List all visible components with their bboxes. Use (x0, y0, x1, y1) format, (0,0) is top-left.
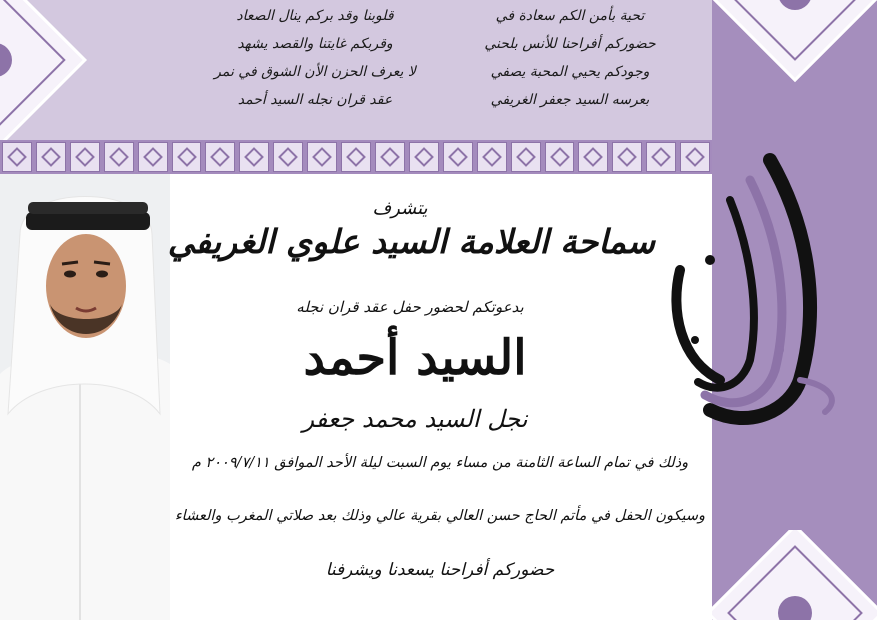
poem-line: بعرسه السيد جعفر الغريفي (490, 92, 650, 108)
pattern-tile (511, 142, 541, 172)
pattern-tile (443, 142, 473, 172)
poem-line: حضوركم أفراحنا للأنس بلحني (484, 36, 656, 52)
host-name: سماحة العلامة السيد علوي الغريفي (167, 222, 655, 261)
corner-ornament-top-left (0, 0, 87, 152)
pattern-tile (273, 142, 303, 172)
pattern-tile (104, 142, 134, 172)
event-details-line: وسيكون الحفل في مأتم الحاج حسن العالي بقرية عالي وذلك بعد صلاتي المغرب والعشاء (174, 508, 705, 524)
pattern-tile (307, 142, 337, 172)
calligraphy-emblem (650, 150, 850, 440)
poem-left-column (210, 8, 420, 108)
poem-line: لا يعرف الحزن الأن الشوق في نمر (214, 64, 416, 80)
corner-ornament-top-right (712, 0, 877, 100)
invite-line: بدعوتكم لحضور حفل عقد قران نجله (296, 298, 524, 316)
poem-line: وقربكم غايتنا والقصد يشهد (237, 36, 393, 52)
pattern-tile (205, 142, 235, 172)
poem-line: عقد قران نجله السيد أحمد (237, 92, 393, 108)
pattern-tile (578, 142, 608, 172)
poem-right-column (470, 8, 670, 108)
poem-line: تحية بأمن الكم سعادة في (495, 8, 645, 24)
pattern-tile (545, 142, 575, 172)
pattern-tile (36, 142, 66, 172)
portrait-image (0, 174, 170, 620)
groom-parent: نجل السيد محمد جعفر (302, 405, 528, 433)
pattern-tile (341, 142, 371, 172)
pattern-strip (0, 140, 712, 174)
poem-band (0, 0, 712, 140)
pattern-tile (375, 142, 405, 172)
pattern-tile (2, 142, 32, 172)
pattern-tile (409, 142, 439, 172)
groom-name: السيد أحمد (303, 330, 527, 386)
emblem-logo-icon (650, 150, 850, 440)
pattern-tile (612, 142, 642, 172)
invite-intro: يتشرف (372, 198, 428, 219)
closing-line: حضوركم أفراحنا يسعدنا ويشرفنا (325, 560, 555, 580)
pattern-tile (239, 142, 269, 172)
poem-line: وجودكم يحيي المحبة يصفي (490, 64, 650, 80)
pattern-tile (477, 142, 507, 172)
pattern-tile (70, 142, 100, 172)
pattern-tile (138, 142, 168, 172)
poem-line: قلوبنا وقد بركم ينال الصعاد (236, 8, 394, 24)
pattern-tile (172, 142, 202, 172)
event-details-line: وذلك في تمام الساعة الثامنة من مساء يوم السبت ليلة الأحد الموافق ٢٠٠٩/٧/١١ م (191, 455, 689, 471)
groom-photo (0, 174, 170, 620)
corner-ornament-bottom-right (712, 530, 877, 620)
